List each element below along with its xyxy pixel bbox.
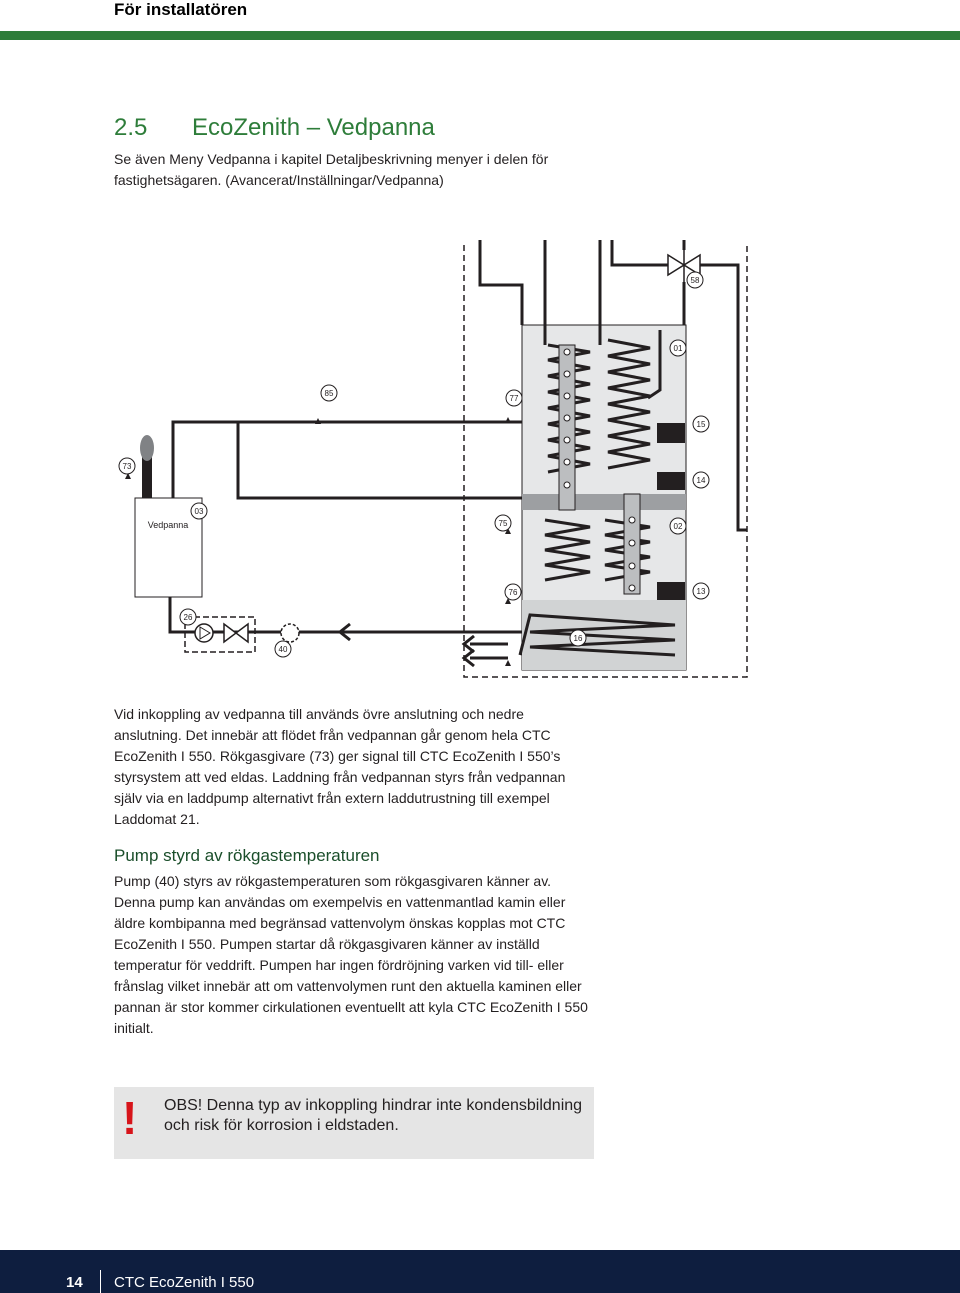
pump-40-icon [281,624,299,642]
section-intro: Se även Meny Vedpanna i kapitel Detaljbeskrivning menyer i delen för fastighetsägaren. (Avancerat/Inställningar/Vedpanna) [114,151,549,188]
section-title [114,114,435,142]
paragraph-connection: Vid inkoppling av vedpanna till används övre anslutning och nedre anslutning. Det innebär att flödet från vedpannan går genom hela CTC EcoZenith I 550. Rökgasgivare (73) ger signal till CTC EcoZenith I 550’s styrsystem att ved eldas. Laddning från vedpannan styrs från vedpannan själv via en laddpump alternativt från extern laddutrustning till exempel Laddomat 21. [114,706,566,827]
connection-diagram [108,235,758,685]
label-73: 73 [122,462,132,471]
heater-14 [657,472,685,490]
label-77: 77 [509,394,519,403]
subsection-text: Pump (40) styrs av rökgastemperaturen som rökgasgivaren känner av. Denna pump kan användas om exempelvis en vattenmantlad kamin eller äldre kombipanna med begränsad vattenvolym önskas kopplas mot CTC EcoZenith I 550. Pumpen startar då rökgasgivaren känner av inställd temperatur för veddrift. Pumpen har ingen fördröjning varken vid till- eller frånslag vilket innebär att om vattenvolymen runt den aktuella kaminen eller pannan är stor kommer cirkulationen eventuellt att kyla CTC EcoZenith I 550 initialt. [114,873,588,1036]
tank-divider [522,494,686,510]
label-16: 16 [573,634,583,643]
valve-icon [224,624,248,642]
warning-icon: ! [122,1092,138,1144]
header-bar [0,31,960,40]
label-26: 26 [183,613,193,622]
subsection-title: Pump styrd av rökgastemperaturen [114,846,380,865]
label-15: 15 [696,420,706,429]
label-75: 75 [498,519,508,528]
label-13: 13 [696,587,706,596]
flue-pipe [142,455,152,498]
page-number: 14 [66,1274,83,1291]
page-header-title: För installatören [114,0,248,19]
obs-notice-text: OBS! Denna typ av inkoppling hindrar inte kondensbildning och risk för korrosion i eldstaden. [164,1097,583,1134]
footer-product-name: CTC EcoZenith I 550 [114,1274,255,1291]
label-14: 14 [696,476,706,485]
label-02: 02 [673,522,683,531]
boiler-label: Vedpanna [147,520,189,530]
heater-15 [657,423,685,443]
label-85: 85 [324,389,334,398]
label-40: 40 [278,645,288,654]
heater-13 [657,582,685,600]
label-76: 76 [508,588,518,597]
section-title-text: EcoZenith – Vedpanna [192,114,435,141]
label-03: 03 [194,507,204,516]
footer-separator [100,1270,101,1293]
section-number: 2.5 [114,114,148,141]
label-01: 01 [673,344,683,353]
flue-cap [140,435,154,461]
label-58: 58 [690,276,700,285]
